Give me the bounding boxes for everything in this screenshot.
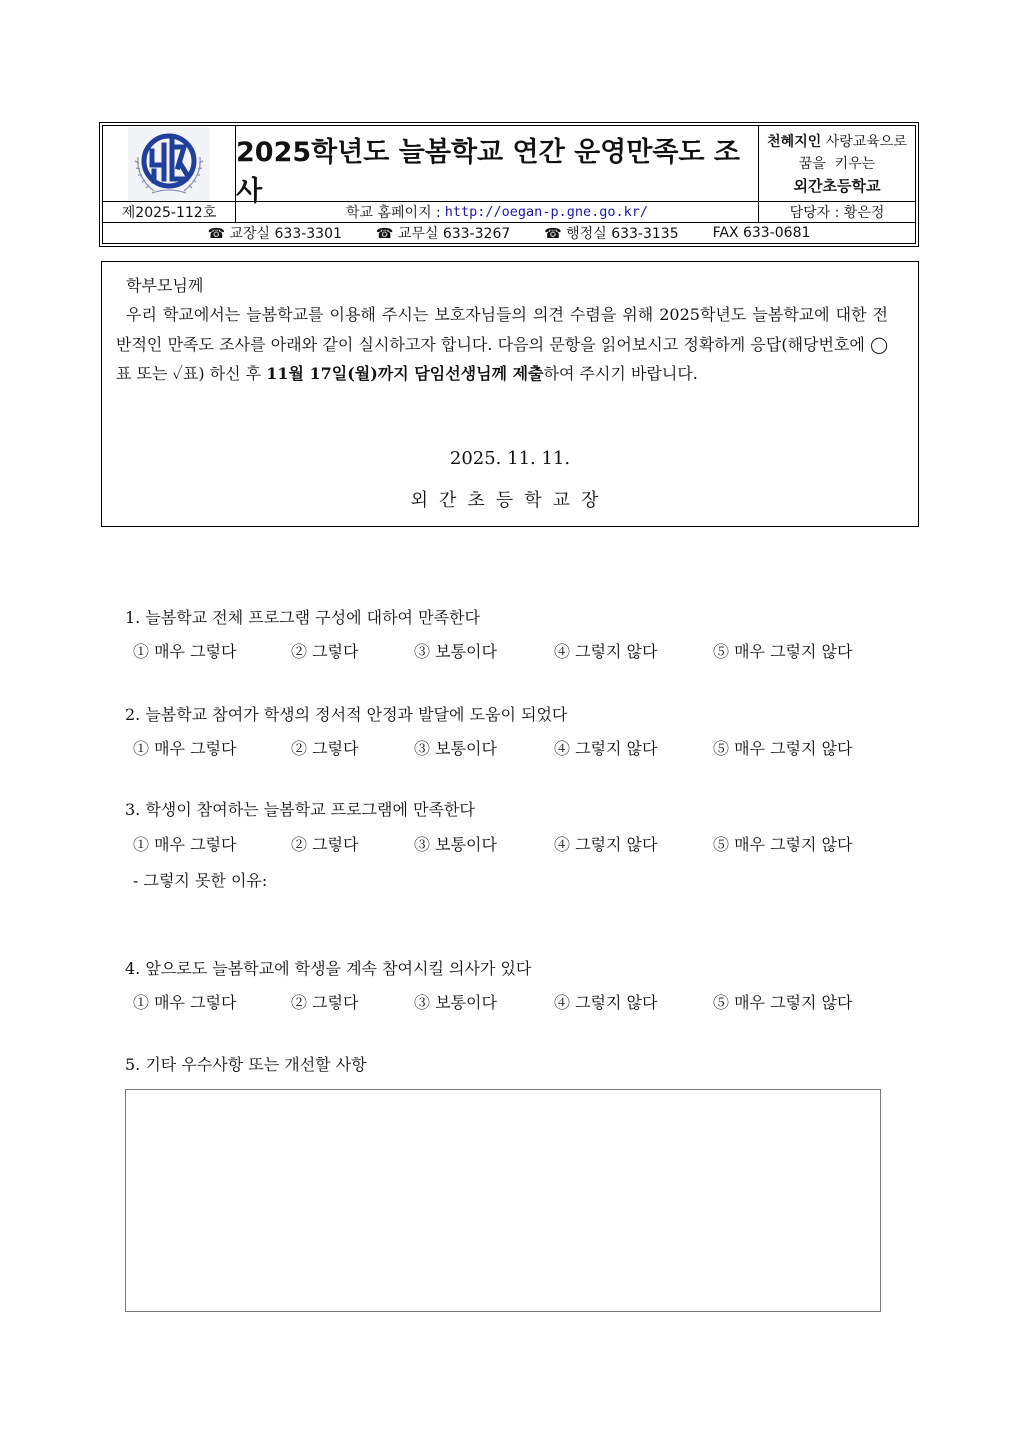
question-3: 3. 학생이 참여하는 늘봄학교 프로그램에 만족한다 xyxy=(125,800,475,819)
q3-option-1[interactable]: ① 매우 그렇다 xyxy=(133,835,237,854)
q1-option-5[interactable]: ⑤ 매우 그렇지 않다 xyxy=(713,642,853,661)
phone-teachers-text: 교무실 633-3267 xyxy=(397,226,511,242)
school-name: 외간초등학교 xyxy=(793,176,881,195)
manager-name: 담당자 : 황은정 xyxy=(759,202,915,223)
notice-box xyxy=(101,261,919,527)
letterhead-table xyxy=(99,122,919,247)
notice-text-2: 하여 주시기 바랍니다. xyxy=(543,364,698,383)
q4-option-2[interactable]: ② 그렇다 xyxy=(291,993,359,1012)
school-emblem-icon xyxy=(128,127,210,201)
q1-option-1[interactable]: ① 매우 그렇다 xyxy=(133,642,237,661)
phone-teachers-office xyxy=(376,223,510,243)
motto-line2: 꿈을 키우는 xyxy=(798,155,876,172)
homepage-label: 학교 홈페이지 : xyxy=(346,205,441,221)
phone-icon: ☎ xyxy=(375,226,394,242)
q3-option-4[interactable]: ④ 그렇지 않다 xyxy=(554,835,658,854)
q3-option-2[interactable]: ② 그렇다 xyxy=(291,835,359,854)
q4-option-3[interactable]: ③ 보통이다 xyxy=(414,993,497,1012)
q4-option-4[interactable]: ④ 그렇지 않다 xyxy=(554,993,658,1012)
homepage-row xyxy=(236,202,759,223)
q1-option-2[interactable]: ② 그렇다 xyxy=(291,642,359,661)
q3-option-3[interactable]: ③ 보통이다 xyxy=(414,835,497,854)
school-motto xyxy=(759,126,915,202)
phone-icon: ☎ xyxy=(207,226,226,242)
q4-option-5[interactable]: ⑤ 매우 그렇지 않다 xyxy=(713,993,853,1012)
phone-admin-text: 행정실 633-3135 xyxy=(566,226,679,242)
deadline-text: 11월 17일(월)까지 담임선생님께 제출 xyxy=(266,364,544,383)
q2-option-4[interactable]: ④ 그렇지 않다 xyxy=(554,739,658,758)
q2-option-2[interactable]: ② 그렇다 xyxy=(291,739,359,758)
q2-option-1[interactable]: ① 매우 그렇다 xyxy=(133,739,237,758)
notice-text-1: 우리 학교에서는 늘봄학교를 이용해 주시는 보호자님들의 의견 수렴을 위해 2025학년도 늘봄학교에 대한 전반적인 만족도 조사를 아래와 같이 실시하고자 합니다. 다음의 문항을 읽어보시고 정확하게 응답(해당번호에 ◯표 또는 ✓표) 하신 후 xyxy=(116,305,888,383)
question-3-reason-label: - 그렇지 못한 이유: xyxy=(133,871,268,890)
question-4: 4. 앞으로도 늘봄학교에 학생을 계속 참여시킬 의사가 있다 xyxy=(125,959,532,978)
fax-number: FAX 633-0681 xyxy=(712,225,811,241)
notice-paragraph xyxy=(116,300,888,389)
question-2: 2. 늘봄학교 참여가 학생의 정서적 안정과 발달에 도움이 되었다 xyxy=(125,705,568,724)
notice-date: 2025. 11. 11. xyxy=(449,448,571,469)
motto-keyword: 천혜지인 xyxy=(767,133,822,150)
contact-phones xyxy=(103,223,915,243)
q1-option-4[interactable]: ④ 그렇지 않다 xyxy=(554,642,658,661)
q3-option-5[interactable]: ⑤ 매우 그렇지 않다 xyxy=(713,835,853,854)
question-1: 1. 늘봄학교 전체 프로그램 구성에 대하여 만족한다 xyxy=(125,608,480,627)
logo-cell xyxy=(103,126,236,202)
q2-option-5[interactable]: ⑤ 매우 그렇지 않다 xyxy=(713,739,853,758)
motto-line1: 사랑교육으로 xyxy=(821,133,907,150)
phone-icon: ☎ xyxy=(544,226,562,242)
greeting: 학부모님께 xyxy=(126,276,204,295)
comment-answer-box[interactable] xyxy=(125,1089,881,1312)
phone-admin-office xyxy=(544,223,678,243)
document-number: 제2025-112호 xyxy=(103,202,236,223)
phone-principal-text: 교장실 633-3301 xyxy=(229,226,342,242)
phone-principal xyxy=(208,223,342,243)
question-5: 5. 기타 우수사항 또는 개선할 사항 xyxy=(125,1055,367,1074)
q2-option-3[interactable]: ③ 보통이다 xyxy=(414,739,497,758)
q1-option-3[interactable]: ③ 보통이다 xyxy=(414,642,497,661)
page-title: 2025학년도 늘봄학교 연간 운영만족도 조사 xyxy=(236,126,759,202)
signer: 외간초등학교장 xyxy=(410,490,610,511)
homepage-link[interactable]: http://oegan-p.gne.go.kr/ xyxy=(444,204,648,220)
q4-option-1[interactable]: ① 매우 그렇다 xyxy=(133,993,237,1012)
